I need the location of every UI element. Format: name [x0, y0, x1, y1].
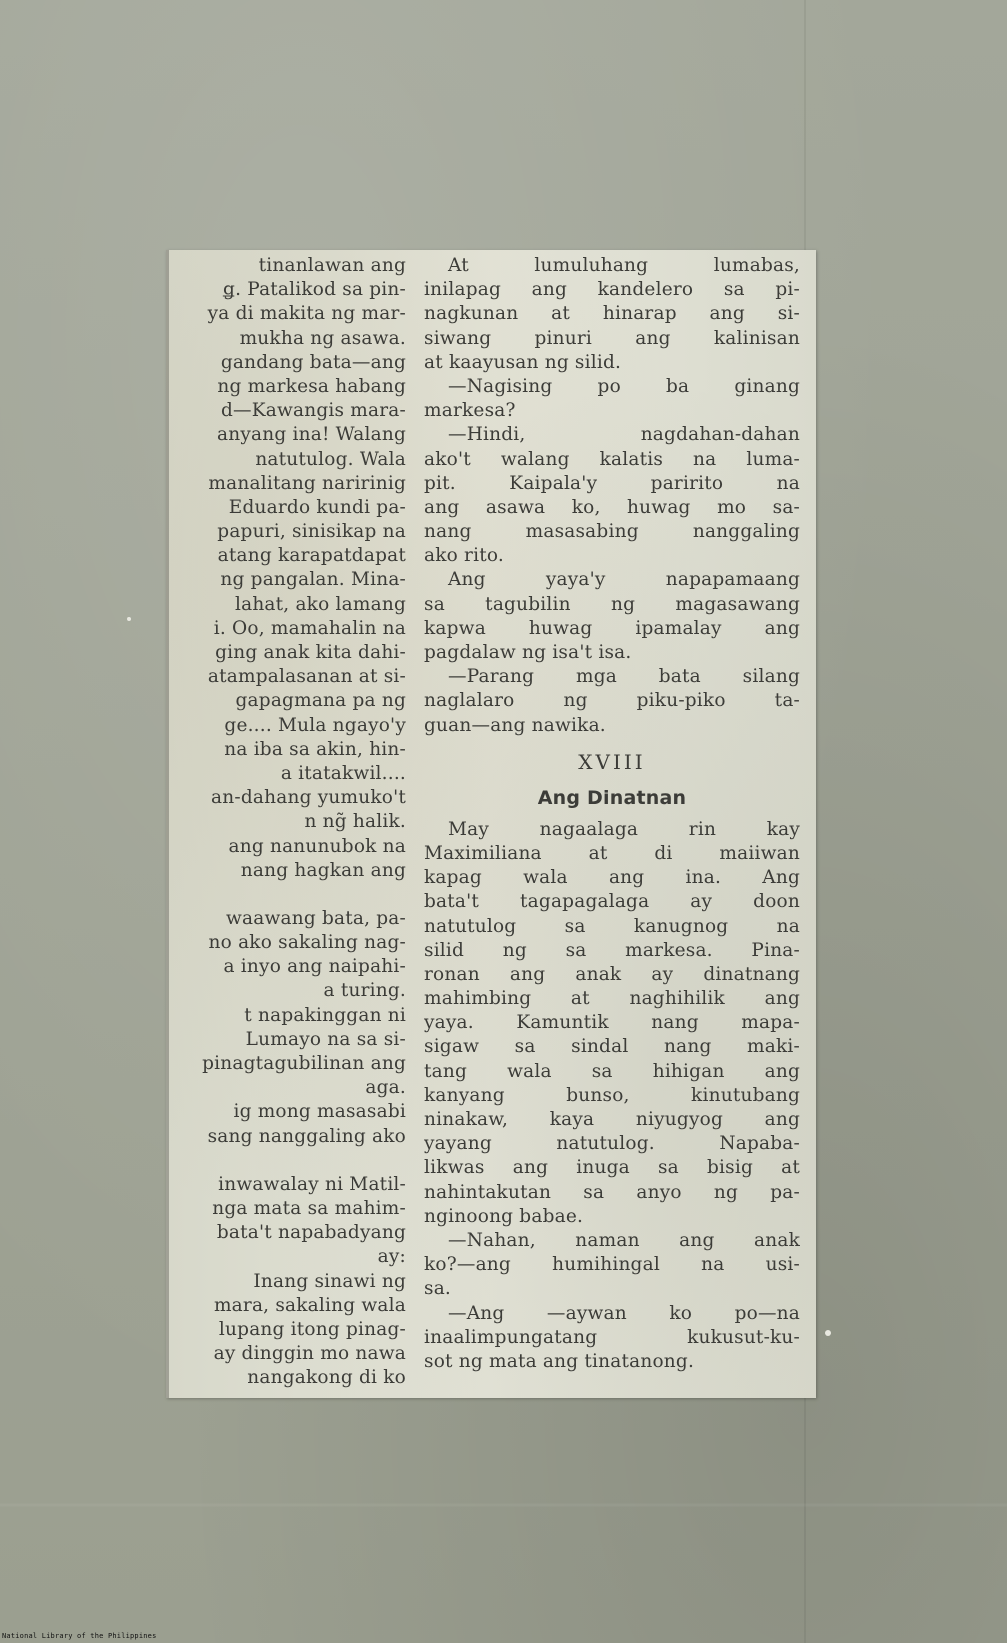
text-line: May nagaalaga rin kay — [448, 818, 800, 840]
text-line: —Hindi, nagdahan-dahan — [448, 424, 800, 446]
text-line: inilapag ang kandelero sa pi- — [424, 279, 800, 301]
text-line: ging anak kita dahi- — [215, 642, 406, 663]
text-line: ya di makita ng mar- — [207, 303, 406, 325]
paper-speck — [127, 617, 131, 621]
text-line: At lumuluhang lumabas, — [448, 255, 800, 276]
text-line: ko?—ang humihingal na usi- — [424, 1254, 800, 1276]
text-line: sigaw sa sindal nang maki- — [424, 1036, 800, 1058]
text-line: anyang ina! Walang — [217, 424, 406, 446]
text-line: nang hagkan ang — [240, 859, 406, 881]
text-line: an-dahang yumuko't — [211, 787, 406, 809]
text-line: Maximiliana at di maiiwan — [424, 842, 800, 864]
text-line: inaalimpungatang kukusut-ku- — [424, 1326, 800, 1348]
text-line: manalitang naririnig — [208, 472, 406, 494]
text-line: Lumayo na sa si- — [245, 1028, 406, 1050]
text-line: nagkunan at hinarap ang si- — [424, 303, 800, 325]
text-line: bata't tagapagalaga ay doon — [424, 891, 800, 913]
text-line: naglalaro ng piku-piko ta- — [424, 690, 800, 712]
text-line: yayang natutulog. Napaba- — [424, 1133, 800, 1155]
text-line: natutulog. Wala — [255, 448, 406, 470]
text-line: natutulog sa kanugnog na — [424, 915, 800, 937]
text-line: ako rito. — [424, 545, 504, 567]
text-line: kanyang bunso, kinutubang — [424, 1084, 800, 1106]
text-line: a turing. — [323, 980, 406, 1002]
text-line: —Parang mga bata silang — [448, 666, 800, 688]
text-line: Eduardo kundi pa- — [228, 496, 406, 518]
text-line: kapwa huwag ipamalay ang — [424, 617, 800, 639]
text-line: ig mong masasabi — [233, 1101, 406, 1123]
text-line: no ako sakaling nag- — [208, 932, 406, 954]
text-line: yaya. Kamuntik nang mapa- — [424, 1012, 800, 1034]
archive-credit: National Library of the Philippines — [2, 1632, 157, 1640]
text-line: nangakong di ko — [247, 1367, 406, 1389]
newspaper-clipping — [166, 250, 816, 1398]
text-line: siwang pinuri ang kalinisan — [424, 327, 800, 349]
text-line: sa. — [424, 1278, 452, 1300]
text-line: pinagtagubilinan ang — [202, 1053, 406, 1074]
text-line: waawang bata, pa- — [225, 907, 406, 929]
text-line: ge.... Mula ngayo'y — [224, 714, 406, 736]
text-line: ǥ. Patalikod sa pin- — [223, 279, 406, 301]
text-line: nang masasabing nanggaling — [424, 521, 800, 543]
text-line: ninakaw, kaya niyugyog ang — [424, 1109, 800, 1130]
text-line: guan—ang nawika. — [424, 714, 606, 736]
text-line: sang nanggaling ako — [207, 1125, 406, 1147]
text-line: tinanlawan ang — [258, 255, 406, 276]
text-line: —Nagising po ba ginang — [448, 375, 800, 397]
chapter-title: Ang Dinatnan — [537, 786, 687, 809]
text-line: silid ng sa markesa. Pina- — [424, 939, 800, 961]
text-line: ng markesa habang — [217, 375, 406, 397]
text-line: d—Kawangis mara- — [220, 400, 406, 422]
text-line: Inang sinawi ng — [253, 1270, 406, 1292]
text-line: mara, sakaling wala — [213, 1294, 406, 1316]
text-line: a inyo ang naipahi- — [223, 956, 406, 978]
text-line: mukha ng asawa. — [239, 327, 406, 349]
text-line: pit. Kaipala'y paririto na — [424, 472, 800, 494]
text-line: —Nahan, naman ang anak — [448, 1229, 800, 1251]
text-line: papuri, sinisikap na — [217, 521, 406, 543]
text-line: sot ng mata ang tinatanong. — [424, 1350, 695, 1372]
paper-speck — [825, 1330, 831, 1336]
text-line: nginoong babae. — [424, 1205, 584, 1227]
text-line: ang asawa ko, huwag mo sa- — [424, 496, 800, 518]
text-line: likwas ang inuga sa bisig at — [424, 1157, 800, 1179]
text-line: gandang bata—ang — [220, 351, 406, 373]
text-line: i. Oo, mamahalin na — [213, 617, 406, 639]
text-line: atang karapatdapat — [217, 545, 406, 567]
text-line: Ang yaya'y napapamaang — [448, 569, 800, 591]
text-line: aga. — [365, 1077, 406, 1099]
text-line: atampalasanan at si- — [207, 666, 406, 688]
text-line: na iba sa akin, hin- — [224, 738, 406, 760]
text-line: ay: — [377, 1246, 406, 1268]
left-column — [166, 254, 410, 1390]
text-line: markesa? — [424, 400, 516, 422]
right-column — [424, 254, 800, 1374]
text-line: a itatakwil.... — [280, 762, 406, 784]
text-line: t napakinggan ni — [244, 1004, 406, 1026]
text-line: n ng̃ halik. — [304, 811, 406, 833]
text-line: nahintakutan sa anyo ng pa- — [424, 1181, 800, 1203]
text-line: ronan ang anak ay dinatnang — [424, 963, 800, 985]
text-line: ang nanunubok na — [228, 835, 406, 857]
text-line: lupang itong pinag- — [218, 1318, 406, 1340]
text-line: at kaayusan ng silid. — [424, 351, 622, 373]
chapter-number: XVIII — [578, 749, 646, 774]
text-line: lahat, ako lamang — [234, 593, 406, 615]
text-line: ng pangalan. Mina- — [220, 569, 406, 591]
text-line: nga mata sa mahim- — [212, 1197, 406, 1219]
text-line: ako't walang kalatis na luma- — [424, 448, 800, 470]
text-line: inwawalay ni Matil- — [218, 1173, 406, 1195]
text-line: sa tagubilin ng magasawang — [424, 593, 800, 615]
text-line: pagdalaw ng isa't isa. — [424, 642, 632, 663]
text-line: gapagmana pa ng — [235, 690, 406, 712]
text-line: mahimbing at naghihilik ang — [424, 988, 800, 1010]
text-line: bata't napabadyang — [216, 1222, 406, 1244]
text-line: —Ang —aywan ko po—na — [448, 1302, 800, 1324]
text-line: ay dinggin mo nawa — [213, 1343, 406, 1365]
text-line: tang wala sa hihigan ang — [424, 1060, 800, 1082]
text-line: kapag wala ang ina. Ang — [424, 867, 800, 889]
